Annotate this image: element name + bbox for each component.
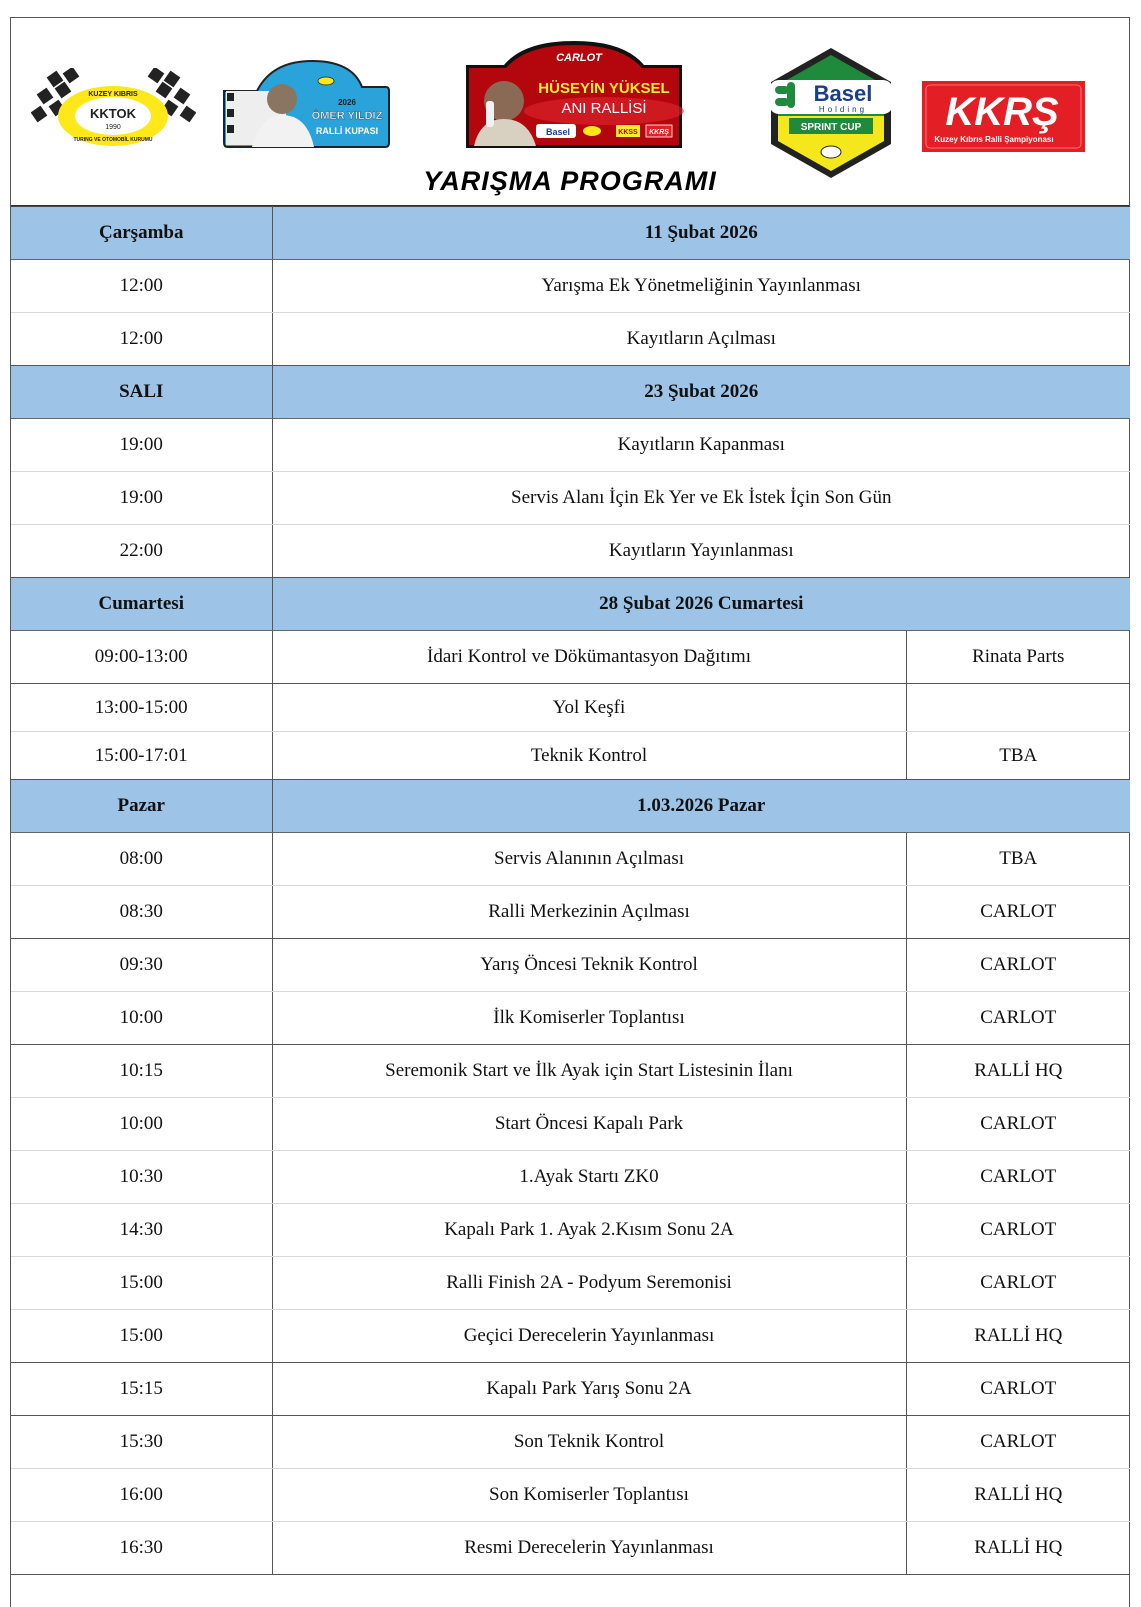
event-title: Kapalı Park Yarış Sonu 2A (272, 1363, 906, 1416)
event-location: RALLİ HQ (906, 1522, 1130, 1575)
event-location: CARLOT (906, 1098, 1130, 1151)
event-title: Kayıtların Yayınlanması (272, 525, 1130, 578)
event-time: 10:30 (11, 1151, 272, 1204)
event-time: 12:00 (11, 260, 272, 313)
event-title: Seremonik Start ve İlk Ayak için Start Listesinin İlanı (272, 1045, 906, 1098)
svg-text:Basel: Basel (813, 81, 873, 106)
event-time: 19:00 (11, 472, 272, 525)
svg-text:TURING VE OTOMOBİL KURUMU: TURING VE OTOMOBİL KURUMU (73, 137, 153, 143)
event-location: TBA (906, 732, 1130, 780)
svg-text:KUZEY KIBRIS: KUZEY KIBRIS (88, 91, 138, 98)
event-row (11, 313, 1130, 366)
day-name: Çarşamba (11, 207, 272, 260)
event-row (11, 1522, 1130, 1575)
event-time: 15:30 (11, 1416, 272, 1469)
event-time: 15:15 (11, 1363, 272, 1416)
event-location: Rinata Parts (906, 631, 1130, 684)
event-row (11, 1310, 1130, 1363)
day-date: 28 Şubat 2026 Cumartesi (272, 578, 1130, 631)
event-time: 16:00 (11, 1469, 272, 1522)
event-row (11, 631, 1130, 684)
event-title: Yarışma Ek Yönetmeliğinin Yayınlanması (272, 260, 1130, 313)
event-row (11, 1257, 1130, 1310)
event-row (11, 1045, 1130, 1098)
svg-text:KKRŞ: KKRŞ (945, 90, 1059, 134)
event-title: Yarış Öncesi Teknik Kontrol (272, 939, 906, 992)
kktok-logo (31, 68, 196, 148)
huseyin-yuksel-rally-logo (464, 41, 684, 149)
event-time: 09:30 (11, 939, 272, 992)
event-row (11, 1151, 1130, 1204)
kkrs-logo (922, 81, 1085, 152)
day-name: Pazar (11, 780, 272, 833)
event-title: 1.Ayak Startı ZK0 (272, 1151, 906, 1204)
event-row (11, 939, 1130, 992)
event-row (11, 886, 1130, 939)
event-time: 15:00 (11, 1257, 272, 1310)
event-title: Son Teknik Kontrol (272, 1416, 906, 1469)
event-title: Servis Alanı İçin Ek Yer ve Ek İstek İçin Son Gün (272, 472, 1130, 525)
event-title: Kapalı Park 1. Ayak 2.Kısım Sonu 2A (272, 1204, 906, 1257)
event-time: 15:00-17:01 (11, 732, 272, 780)
event-time: 22:00 (11, 525, 272, 578)
event-time: 09:00-13:00 (11, 631, 272, 684)
event-row (11, 833, 1130, 886)
event-location (906, 684, 1130, 732)
event-title: Kayıtların Kapanması (272, 419, 1130, 472)
event-location: CARLOT (906, 1363, 1130, 1416)
event-time: 15:00 (11, 1310, 272, 1363)
event-location: RALLİ HQ (906, 1045, 1130, 1098)
day-name: Cumartesi (11, 578, 272, 631)
event-title: Start Öncesi Kapalı Park (272, 1098, 906, 1151)
svg-text:KKRŞ: KKRŞ (649, 129, 669, 136)
event-location: TBA (906, 833, 1130, 886)
day-header-row (11, 207, 1130, 260)
event-title: İdari Kontrol ve Dökümantasyon Dağıtımı (272, 631, 906, 684)
day-date: 23 Şubat 2026 (272, 366, 1130, 419)
event-row (11, 684, 1130, 732)
event-row (11, 992, 1130, 1045)
event-title: Geçici Derecelerin Yayınlanması (272, 1310, 906, 1363)
event-time: 10:15 (11, 1045, 272, 1098)
event-row (11, 472, 1130, 525)
omer-yildiz-cup-logo (222, 59, 390, 149)
svg-text:ÖMER YILDIZ: ÖMER YILDIZ (311, 110, 383, 122)
event-location: CARLOT (906, 992, 1130, 1045)
event-title: Kayıtların Açılması (272, 313, 1130, 366)
event-title: Ralli Finish 2A - Podyum Seremonisi (272, 1257, 906, 1310)
event-location: CARLOT (906, 1204, 1130, 1257)
sponsor-banner (11, 18, 1129, 206)
svg-text:Basel: Basel (545, 127, 571, 137)
event-time: 08:00 (11, 833, 272, 886)
event-time: 10:00 (11, 992, 272, 1045)
event-row (11, 260, 1130, 313)
event-time: 10:00 (11, 1098, 272, 1151)
event-location: RALLİ HQ (906, 1310, 1130, 1363)
event-title: Son Komiserler Toplantısı (272, 1469, 906, 1522)
event-time: 19:00 (11, 419, 272, 472)
event-title: Yol Keşfi (272, 684, 906, 732)
event-row (11, 1416, 1130, 1469)
svg-text:ANI RALLİSİ: ANI RALLİSİ (561, 100, 647, 117)
basel-sprint-cup-logo (767, 46, 895, 180)
day-header-row (11, 780, 1130, 833)
event-time: 08:30 (11, 886, 272, 939)
event-location: CARLOT (906, 939, 1130, 992)
day-header-row (11, 578, 1130, 631)
event-row (11, 732, 1130, 780)
event-title: Teknik Kontrol (272, 732, 906, 780)
program-table (11, 206, 1130, 1575)
svg-text:HÜSEYİN YÜKSEL: HÜSEYİN YÜKSEL (538, 80, 670, 97)
event-row (11, 419, 1130, 472)
svg-text:2026: 2026 (338, 98, 356, 107)
event-time: 16:30 (11, 1522, 272, 1575)
svg-text:KKTOK: KKTOK (90, 106, 136, 121)
event-location: CARLOT (906, 886, 1130, 939)
event-location: CARLOT (906, 1257, 1130, 1310)
event-row (11, 1204, 1130, 1257)
event-row (11, 1098, 1130, 1151)
svg-text:Kuzey Kıbrıs Ralli Şampiyonası: Kuzey Kıbrıs Ralli Şampiyonası (934, 135, 1054, 144)
event-location: RALLİ HQ (906, 1469, 1130, 1522)
day-date: 11 Şubat 2026 (272, 207, 1130, 260)
event-time: 12:00 (11, 313, 272, 366)
day-date: 1.03.2026 Pazar (272, 780, 1130, 833)
event-row (11, 1469, 1130, 1522)
event-title: İlk Komiserler Toplantısı (272, 992, 906, 1045)
svg-text:Holding: Holding (818, 105, 868, 114)
event-row (11, 525, 1130, 578)
svg-text:1990: 1990 (105, 124, 121, 131)
svg-text:RALLİ KUPASI: RALLİ KUPASI (315, 126, 379, 136)
event-title: Ralli Merkezinin Açılması (272, 886, 906, 939)
day-header-row (11, 366, 1130, 419)
svg-text:KKSS: KKSS (618, 129, 638, 136)
event-title: Resmi Derecelerin Yayınlanması (272, 1522, 906, 1575)
day-name: SALI (11, 366, 272, 419)
event-title: Servis Alanının Açılması (272, 833, 906, 886)
svg-text:SPRINT CUP: SPRINT CUP (800, 122, 862, 133)
svg-text:CARLOT: CARLOT (556, 52, 602, 64)
event-location: CARLOT (906, 1416, 1130, 1469)
program-sheet (10, 17, 1130, 1607)
event-time: 13:00-15:00 (11, 684, 272, 732)
event-time: 14:30 (11, 1204, 272, 1257)
page-title: YARIŞMA PROGRAMI (423, 166, 717, 196)
event-row (11, 1363, 1130, 1416)
event-location: CARLOT (906, 1151, 1130, 1204)
